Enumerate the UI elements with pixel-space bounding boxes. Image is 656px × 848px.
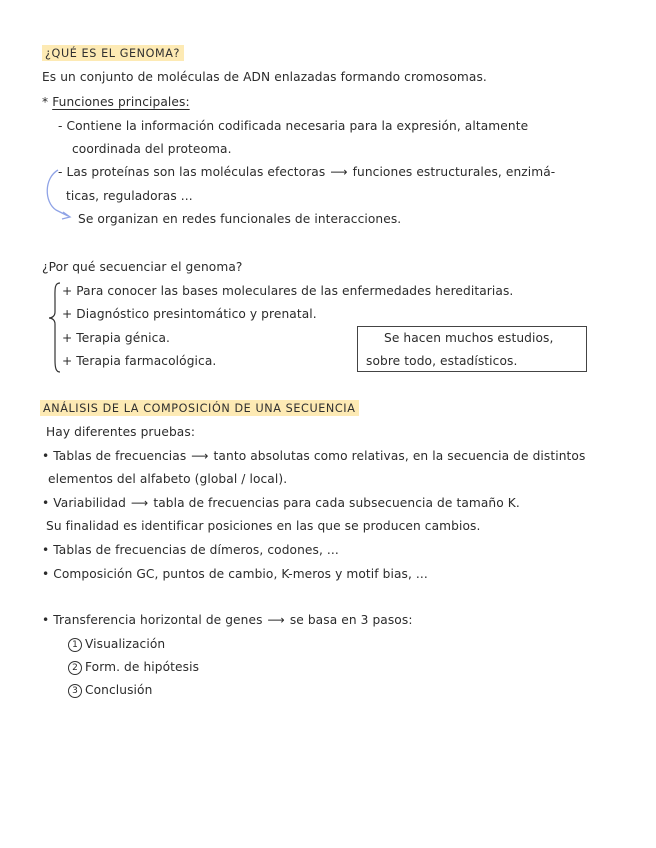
section-heading-genoma: ¿QUÉ ES EL GENOMA?	[42, 45, 184, 61]
blue-curved-bracket	[47, 170, 68, 216]
functions-title-text: Funciones principales:	[52, 95, 190, 109]
function-item-2-line-2: ticas, reguladoras ...	[66, 189, 193, 203]
test-horizontal-transfer-label: • Transferencia horizontal de genes	[42, 613, 263, 627]
test-variability-desc: tabla de frecuencias para cada subsecuencia de tamaño K.	[153, 496, 520, 510]
right-arrow-icon: ⟶	[191, 449, 209, 463]
test-dimers: • Tablas de frecuencias de dímeros, codones, ...	[42, 543, 339, 557]
section-heading-analisis: ANÁLISIS DE LA COMPOSICIÓN DE UNA SECUENCIA	[40, 400, 359, 416]
section-heading-secuenciar: ¿Por qué secuenciar el genoma?	[42, 260, 243, 274]
function-item-2-text-a: - Las proteínas son las moléculas efectoras	[58, 165, 326, 179]
reason-item-2: + Diagnóstico presintomático y prenatal.	[62, 307, 317, 321]
test-frequencies-desc: tanto absolutas como relativas, en la secuencia de distintos	[213, 449, 586, 463]
reason-item-4: + Terapia farmacológica.	[62, 354, 217, 368]
function-item-1-line-2: coordinada del proteoma.	[72, 142, 232, 156]
test-horizontal-transfer-desc: se basa en 3 pasos:	[289, 613, 413, 627]
reason-item-1: + Para conocer las bases moleculares de las enfermedades hereditarias.	[62, 284, 514, 298]
step-label: Conclusión	[85, 683, 153, 697]
test-frequencies-line-2: elementos del alfabeto (global / local).	[48, 472, 288, 486]
test-frequencies-label: • Tablas de frecuencias	[42, 449, 187, 463]
bullet-star: *	[42, 95, 49, 109]
function-item-1-line-1: - Contiene la información codificada necesaria para la expresión, altamente	[58, 119, 529, 133]
right-arrow-icon: ⟶	[131, 496, 149, 510]
test-gc-composition: • Composición GC, puntos de cambio, K-meros y motif bias, ...	[42, 567, 428, 581]
step-number-circle: 1	[68, 638, 82, 652]
function-item-3-text: Se organizan en redes funcionales de interacciones.	[78, 212, 402, 226]
genome-definition: Es un conjunto de moléculas de ADN enlazadas formando cromosomas.	[42, 70, 487, 84]
left-curly-bracket	[49, 283, 60, 372]
step-number-circle: 2	[68, 661, 82, 675]
reason-item-3: + Terapia génica.	[62, 331, 170, 345]
step-label: Form. de hipótesis	[85, 660, 200, 674]
step-number-circle: 3	[68, 684, 82, 698]
studies-note-line-2: sobre todo, estadísticos.	[366, 354, 518, 368]
right-arrow-icon: ⟶	[267, 613, 285, 627]
right-arrow-icon: ⟶	[330, 165, 348, 179]
tests-intro: Hay diferentes pruebas:	[46, 425, 196, 439]
test-variability-label: • Variabilidad	[42, 496, 127, 510]
test-variability-line-2: Su finalidad es identificar posiciones en las que se producen cambios.	[46, 519, 481, 533]
step-label: Visualización	[85, 637, 166, 651]
studies-note-line-1: Se hacen muchos estudios,	[384, 331, 554, 345]
function-item-2-text-b: funciones estructurales, enzimá-	[352, 165, 556, 179]
